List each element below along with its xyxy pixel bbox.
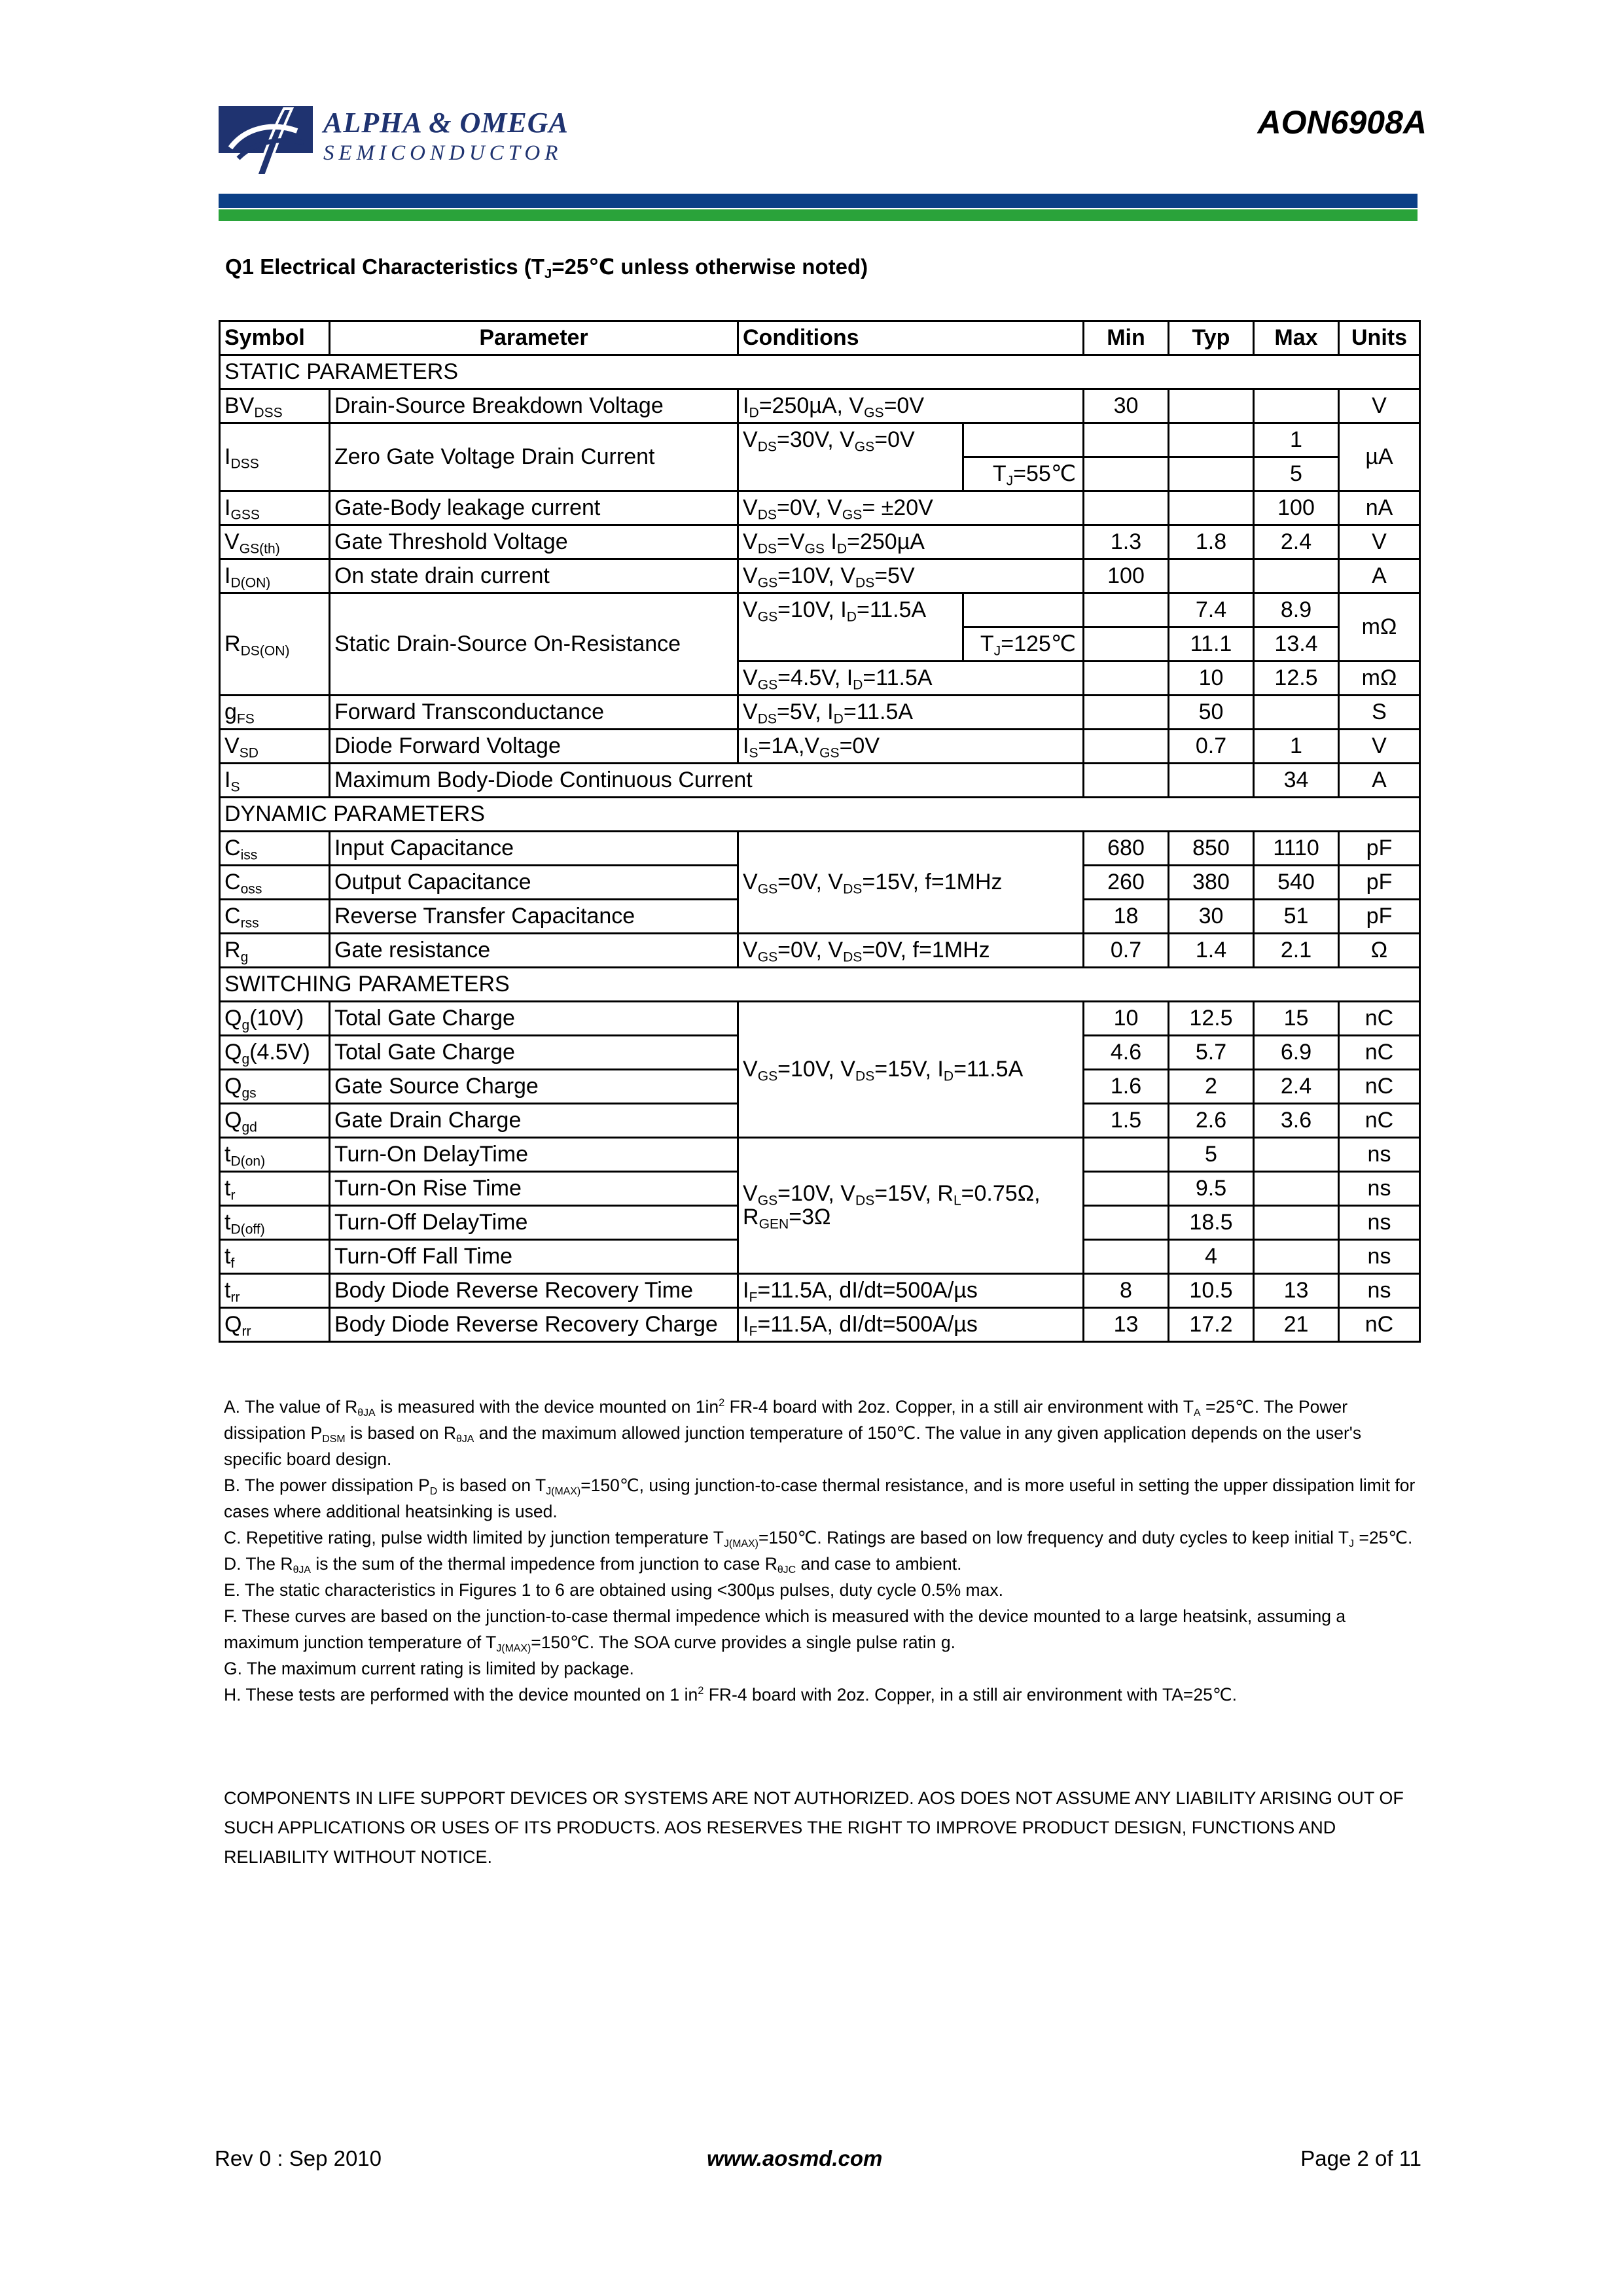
- max-cell: 8.9: [1254, 593, 1339, 627]
- min-cell: 100: [1084, 559, 1169, 593]
- footnote-b: B. The power dissipation $P_D$ is based on $T_{J(MAX)}=150℃$, using junction-to-case thermal resistance, and is more useful in setting the upper dissipation limit for cases where additional heatsinking is used.: [224, 1475, 1416, 1521]
- max-cell: 13.4: [1254, 627, 1339, 662]
- max-cell: 15: [1254, 1002, 1339, 1036]
- conditions-cell: $V_{GS}=10V$, $V_{DS}=5V$: [738, 559, 1084, 593]
- parameter-cell: Reverse Transfer Capacitance: [330, 900, 738, 934]
- symbol-cell: $I_{GSS}$: [220, 491, 330, 525]
- table-row: [220, 1002, 1420, 1036]
- typ-cell: 5: [1169, 1138, 1254, 1172]
- units-cell: ns: [1339, 1206, 1420, 1240]
- conditions-cell: $I_F=11.5A$, dI/dt=500A/µs: [738, 1274, 1084, 1308]
- typ-cell: 2.6: [1169, 1104, 1254, 1138]
- min-cell: 8: [1084, 1274, 1169, 1308]
- min-cell: 1.5: [1084, 1104, 1169, 1138]
- max-cell: 1110: [1254, 832, 1339, 866]
- section-dynamic: DYNAMIC PARAMETERS: [220, 798, 1420, 832]
- symbol-cell: $t_{D(on)}$: [220, 1138, 330, 1172]
- typ-cell: [1169, 764, 1254, 798]
- max-cell: [1254, 696, 1339, 730]
- typ-cell: 30: [1169, 900, 1254, 934]
- min-cell: 13: [1084, 1308, 1169, 1342]
- parameter-cell: Body Diode Reverse Recovery Charge: [330, 1308, 738, 1342]
- table-row: [220, 559, 1420, 593]
- units-cell: nC: [1339, 1070, 1420, 1104]
- min-cell: 260: [1084, 866, 1169, 900]
- parameter-cell: Input Capacitance: [330, 832, 738, 866]
- parameter-cell: Gate Threshold Voltage: [330, 525, 738, 559]
- typ-cell: 4: [1169, 1240, 1254, 1274]
- parameter-cell: Turn-Off Fall Time: [330, 1240, 738, 1274]
- section-title: Q1 Electrical Characteristics ($T_J=25℃$ unless otherwise noted): [225, 255, 868, 282]
- table-row: [220, 832, 1420, 866]
- min-cell: [1084, 491, 1169, 525]
- typ-cell: 9.5: [1169, 1172, 1254, 1206]
- max-cell: 100: [1254, 491, 1339, 525]
- units-cell: nA: [1339, 491, 1420, 525]
- units-cell: nC: [1339, 1308, 1420, 1342]
- min-cell: 0.7: [1084, 934, 1169, 968]
- parameter-cell: Diode Forward Voltage: [330, 730, 738, 764]
- typ-cell: 1.4: [1169, 934, 1254, 968]
- max-cell: 540: [1254, 866, 1339, 900]
- max-cell: 34: [1254, 764, 1339, 798]
- conditions-cell: $V_{GS}=4.5V$, $I_D=11.5A$: [738, 662, 1084, 696]
- max-cell: 2.1: [1254, 934, 1339, 968]
- symbol-cell: $C_{oss}$: [220, 866, 330, 900]
- company-name: ALPHA & OMEGA: [323, 107, 569, 139]
- min-cell: 1.6: [1084, 1070, 1169, 1104]
- part-number: AON6908A: [1257, 104, 1427, 141]
- typ-cell: 17.2: [1169, 1308, 1254, 1342]
- symbol-cell: $I_{DSS}$: [220, 423, 330, 491]
- aos-logo-icon: [219, 102, 313, 177]
- max-cell: 13: [1254, 1274, 1339, 1308]
- min-cell: 18: [1084, 900, 1169, 934]
- switching-conditions-cell: $V_{GS}=10V$, $V_{DS}=15V$, $R_L=0.75\Omega$, $R_{GEN}=3\Omega$: [738, 1138, 1084, 1274]
- symbol-cell: $Q_g(10V)$: [220, 1002, 330, 1036]
- max-cell: 1: [1254, 730, 1339, 764]
- conditions-cell: $V_{GS}=0V$, $V_{DS}=0V$, f=1MHz: [738, 934, 1084, 968]
- header-min: Min: [1084, 321, 1169, 355]
- units-cell: ns: [1339, 1138, 1420, 1172]
- typ-cell: 18.5: [1169, 1206, 1254, 1240]
- footnote-e: E. The static characteristics in Figures 1 to 6 are obtained using <300µs pulses, duty cycle 0.5% max.: [224, 1580, 1003, 1600]
- conditions-cell: $I_S=1A,V_{GS}=0V$: [738, 730, 1084, 764]
- table-row: [220, 593, 1420, 627]
- symbol-cell: $R_{DS(ON)}$: [220, 593, 330, 696]
- max-cell: [1254, 389, 1339, 423]
- header-band-blue: [219, 194, 1418, 208]
- parameter-cell: Gate Source Charge: [330, 1070, 738, 1104]
- liability-disclaimer: COMPONENTS IN LIFE SUPPORT DEVICES OR SYSTEMS ARE NOT AUTHORIZED. AOS DOES NOT ASSUME ANY LIABILITY ARISING OUT OF SUCH APPLICATIONS OR USES OF ITS PRODUCTS. AOS RESERVES THE RIGHT TO IMPROVE PRODUCT DESIGN, FUNCTIONS AND RELIABILITY WITHOUT NOTICE.: [224, 1788, 1404, 1867]
- header-parameter: Parameter: [330, 321, 738, 355]
- units-cell: ns: [1339, 1172, 1420, 1206]
- table-row: [220, 423, 1420, 457]
- parameter-cell: Total Gate Charge: [330, 1002, 738, 1036]
- max-cell: 2.4: [1254, 525, 1339, 559]
- symbol-cell: $V_{GS(th)}$: [220, 525, 330, 559]
- footnote-h: H. These tests are performed with the device mounted on 1 $in^2$ FR-4 board with 2oz. Copper, in a still air environment with TA=25℃.: [224, 1685, 1237, 1704]
- units-cell: ns: [1339, 1240, 1420, 1274]
- typ-cell: 7.4: [1169, 593, 1254, 627]
- footer-page-number: Page 2 of 11: [1300, 2146, 1421, 2170]
- units-cell: Ω: [1339, 934, 1420, 968]
- conditions-cell: $V_{GS}=10V$, $I_D=11.5A$: [738, 593, 963, 627]
- conditions-cell: $V_{DS}=V_{GS}$ $I_D=250\mu A$: [738, 525, 1084, 559]
- footnote-f: F. These curves are based on the junction-to-case thermal impedence which is measured with the device mounted to a large heatsink, assuming a maximum junction temperature of $T_{J(MAX)}=150℃$. The SOA curve provides a single pulse ratin g.: [224, 1606, 1346, 1654]
- footnote-c: C. Repetitive rating, pulse width limited by junction temperature $T_{J(MAX)}=150℃$. Ratings are based on low frequency and duty cycles to keep initial $T_J$ =25℃.: [224, 1528, 1413, 1549]
- units-cell: mΩ: [1339, 662, 1420, 696]
- symbol-cell: $V_{SD}$: [220, 730, 330, 764]
- conditions-cell: [963, 423, 1084, 457]
- typ-cell: 380: [1169, 866, 1254, 900]
- temp-condition-cell: $T_J=125℃$: [963, 627, 1084, 662]
- symbol-cell: $t_r$: [220, 1172, 330, 1206]
- typ-cell: 1.8: [1169, 525, 1254, 559]
- symbol-cell: $Q_{gd}$: [220, 1104, 330, 1138]
- symbol-cell: $Q_{rr}$: [220, 1308, 330, 1342]
- section-static: STATIC PARAMETERS: [220, 355, 1420, 389]
- max-cell: 21: [1254, 1308, 1339, 1342]
- symbol-cell: $Q_g(4.5V)$: [220, 1036, 330, 1070]
- parameter-cell: Gate Drain Charge: [330, 1104, 738, 1138]
- table-row: [220, 525, 1420, 559]
- units-cell: µA: [1339, 423, 1420, 491]
- max-cell: 6.9: [1254, 1036, 1339, 1070]
- footer-revision: Rev 0 : Sep 2010: [215, 2146, 382, 2170]
- min-cell: 1.3: [1084, 525, 1169, 559]
- units-cell: V: [1339, 525, 1420, 559]
- symbol-cell: $t_f$: [220, 1240, 330, 1274]
- min-cell: [1084, 730, 1169, 764]
- parameter-cell: Gate-Body leakage current: [330, 491, 738, 525]
- table-row: [220, 1308, 1420, 1342]
- units-cell: nC: [1339, 1036, 1420, 1070]
- symbol-cell: $g_{FS}$: [220, 696, 330, 730]
- typ-cell: 10.5: [1169, 1274, 1254, 1308]
- header-typ: Typ: [1169, 321, 1254, 355]
- units-cell: nC: [1339, 1002, 1420, 1036]
- min-cell: 30: [1084, 389, 1169, 423]
- units-cell: pF: [1339, 866, 1420, 900]
- table-header-row: [220, 321, 1420, 355]
- typ-cell: 0.7: [1169, 730, 1254, 764]
- temp-condition-cell: $T_J=55℃$: [963, 457, 1084, 491]
- section-switching: SWITCHING PARAMETERS: [220, 968, 1420, 1002]
- electrical-characteristics-table: [219, 320, 1421, 1343]
- parameter-cell: Drain-Source Breakdown Voltage: [330, 389, 738, 423]
- table-row: [220, 730, 1420, 764]
- units-cell: V: [1339, 389, 1420, 423]
- symbol-cell: $I_{D(ON)}$: [220, 559, 330, 593]
- units-cell: ns: [1339, 1274, 1420, 1308]
- max-cell: 51: [1254, 900, 1339, 934]
- units-cell: pF: [1339, 900, 1420, 934]
- units-cell: A: [1339, 764, 1420, 798]
- max-cell: 3.6: [1254, 1104, 1339, 1138]
- parameter-cell: Zero Gate Voltage Drain Current: [330, 423, 738, 491]
- conditions-cell: $I_D=250\mu A$, $V_{GS}=0V$: [738, 389, 1084, 423]
- table-row: [220, 1138, 1420, 1172]
- min-cell: [1084, 764, 1169, 798]
- charge-conditions-cell: $V_{GS}=10V$, $V_{DS}=15V$, $I_D=11.5A$: [738, 1002, 1084, 1138]
- typ-cell: 11.1: [1169, 627, 1254, 662]
- max-cell: 2.4: [1254, 1070, 1339, 1104]
- typ-cell: 850: [1169, 832, 1254, 866]
- max-cell: [1254, 559, 1339, 593]
- conditions-cell: $V_{DS}=0V$, $V_{GS}= \pm 20V$: [738, 491, 1084, 525]
- conditions-cell: $V_{DS}=5V$, $I_D=11.5A$: [738, 696, 1084, 730]
- footnote-a: A. The value of $R_{\theta JA}$ is measured with the device mounted on $1in^2$ FR-4 board with 2oz. Copper, in a still air environment with $T_A$ =25℃. The Power dissipation $P_{DSM}$ is based on $R_{\theta JA}$ and the maximum allowed junction temperature of 150℃. The value in any given application depends on the user's specific board design.: [224, 1397, 1362, 1469]
- company-logo: [219, 102, 605, 178]
- symbol-cell: $R_g$: [220, 934, 330, 968]
- typ-cell: [1169, 389, 1254, 423]
- table-row: [220, 491, 1420, 525]
- table-row: [220, 934, 1420, 968]
- typ-cell: [1169, 559, 1254, 593]
- table-row: [220, 389, 1420, 423]
- parameter-cell: Forward Transconductance: [330, 696, 738, 730]
- table-row: [220, 696, 1420, 730]
- min-cell: [1084, 696, 1169, 730]
- parameter-cell: Static Drain-Source On-Resistance: [330, 593, 738, 696]
- parameter-cell: On state drain current: [330, 559, 738, 593]
- typ-cell: 12.5: [1169, 1002, 1254, 1036]
- typ-cell: 50: [1169, 696, 1254, 730]
- header-max: Max: [1254, 321, 1339, 355]
- table-row: [220, 1274, 1420, 1308]
- company-division: SEMICONDUCTOR: [323, 141, 563, 165]
- table-row: [220, 764, 1420, 798]
- parameter-cell: Total Gate Charge: [330, 1036, 738, 1070]
- symbol-cell: $C_{rss}$: [220, 900, 330, 934]
- units-cell: S: [1339, 696, 1420, 730]
- min-cell: 10: [1084, 1002, 1169, 1036]
- symbol-cell: $I_S$: [220, 764, 330, 798]
- min-cell: 4.6: [1084, 1036, 1169, 1070]
- units-cell: pF: [1339, 832, 1420, 866]
- header-band-green: [219, 209, 1418, 221]
- footnote-g: G. The maximum current rating is limited by package.: [224, 1659, 634, 1678]
- symbol-cell: $BV_{DSS}$: [220, 389, 330, 423]
- symbol-cell: $C_{iss}$: [220, 832, 330, 866]
- min-cell: 680: [1084, 832, 1169, 866]
- conditions-cell: $I_F=11.5A$, dI/dt=500A/µs: [738, 1308, 1084, 1342]
- header-symbol: Symbol: [220, 321, 330, 355]
- footnotes: [224, 1394, 1421, 1708]
- units-cell: V: [1339, 730, 1420, 764]
- typ-cell: 5.7: [1169, 1036, 1254, 1070]
- units-cell: mΩ: [1339, 593, 1420, 662]
- units-cell: nC: [1339, 1104, 1420, 1138]
- typ-cell: 10: [1169, 662, 1254, 696]
- parameter-cell: Body Diode Reverse Recovery Time: [330, 1274, 738, 1308]
- parameter-cell: Output Capacitance: [330, 866, 738, 900]
- conditions-cell: $V_{DS}=30V$, $V_{GS}=0V$: [738, 423, 963, 457]
- footer-website-link[interactable]: www.aosmd.com: [707, 2146, 883, 2170]
- units-cell: A: [1339, 559, 1420, 593]
- header-conditions: Conditions: [738, 321, 1084, 355]
- symbol-cell: $t_{rr}$: [220, 1274, 330, 1308]
- footnote-d: D. The $R_{\theta JA}$ is the sum of the thermal impedence from junction to case $R_{\theta JC}$ and case to ambient.: [224, 1554, 962, 1576]
- parameter-cell: Turn-On Rise Time: [330, 1172, 738, 1206]
- max-cell: 5: [1254, 457, 1339, 491]
- max-cell: 12.5: [1254, 662, 1339, 696]
- max-cell: 1: [1254, 423, 1339, 457]
- parameter-cell: Gate resistance: [330, 934, 738, 968]
- parameter-cell: Turn-Off DelayTime: [330, 1206, 738, 1240]
- parameter-cell: Maximum Body-Diode Continuous Current: [330, 764, 1084, 798]
- header-units: Units: [1339, 321, 1420, 355]
- symbol-cell: $Q_{gs}$: [220, 1070, 330, 1104]
- parameter-cell: Turn-On DelayTime: [330, 1138, 738, 1172]
- typ-cell: [1169, 491, 1254, 525]
- symbol-cell: $t_{D(off)}$: [220, 1206, 330, 1240]
- capacitance-conditions-cell: $V_{GS}=0V$, $V_{DS}=15V$, f=1MHz: [738, 832, 1084, 934]
- typ-cell: 2: [1169, 1070, 1254, 1104]
